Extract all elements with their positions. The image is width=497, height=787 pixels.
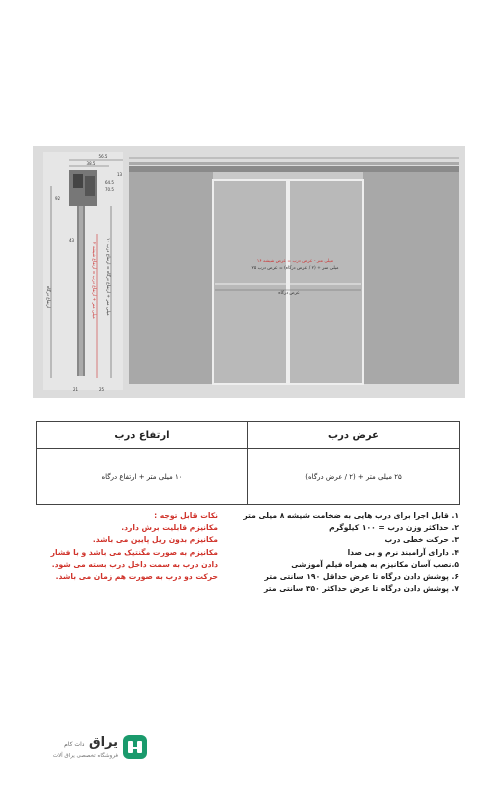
glass-edge bbox=[79, 206, 83, 376]
brand-text bbox=[38, 736, 118, 760]
features-list bbox=[219, 510, 459, 595]
vertical-label-opening-height: ارتفاع درگاه bbox=[45, 286, 50, 308]
table-header-width: عرض درب bbox=[248, 422, 459, 449]
label-door-width: ۲۵ میلی متر + (۲ / عرض درگاه) = عرض درب bbox=[251, 266, 339, 271]
brand-tagline: فروشگاه تخصصی یراق آلات bbox=[52, 753, 118, 759]
note-item: مکانیزم قابلیت برش دارد. bbox=[121, 523, 218, 533]
dim-bottom-r: 25 bbox=[99, 387, 105, 392]
note-item: حرکت دو درب به صورت هم زمان می باشد. bbox=[55, 572, 218, 582]
feature-item: ۶. پوشش دادن درگاه تا عرض حداقل ۱۹۰ سانتی متر bbox=[264, 572, 459, 582]
notes-block bbox=[38, 510, 218, 583]
dim-upper-width: 38.5 bbox=[86, 161, 96, 166]
top-rail bbox=[129, 166, 459, 172]
table-header-height: ارتفاع درب bbox=[37, 422, 247, 449]
feature-item: ۷. پوشش دادن درگاه تا عرض حداکثر ۳۵۰ سانتی متر bbox=[264, 584, 459, 594]
dim-side-w: 13 bbox=[117, 172, 123, 177]
dim-top-width: 56.5 bbox=[98, 154, 108, 159]
door-left bbox=[213, 180, 287, 384]
roller-b bbox=[85, 176, 95, 196]
technical-drawing bbox=[33, 146, 465, 398]
table-cell-height: ۱۰ میلی متر + ارتفاع درگاه bbox=[101, 472, 183, 481]
dim-left-h: 92 bbox=[55, 196, 61, 201]
feature-item: ۳. حرکت خطی درب bbox=[384, 535, 459, 545]
table-cell-width: ۲۵ میلی متر + (۲ / عرض درگاه) bbox=[305, 472, 402, 481]
note-item: مکانیزم بدون ریل پایین می باشد. bbox=[92, 535, 218, 545]
dim-height-b: 70.5 bbox=[105, 187, 114, 192]
drawing-svg bbox=[33, 146, 465, 398]
door-right bbox=[289, 180, 363, 384]
top-rail-cap bbox=[129, 162, 459, 165]
feature-item: ۴. دارای آرامبند نرم و بی صدا bbox=[347, 547, 459, 557]
feature-item: ۲. حداکثر وزن درب = ۱۰۰ کیلوگرم bbox=[329, 523, 459, 533]
feature-item: ۱. قابل اجرا برای درب هایی به ضخامت شیشه ۸ میلی متر bbox=[243, 511, 459, 520]
brand-name bbox=[38, 736, 118, 752]
vertical-label-glass-height: ۲ میلی متر + ارتفاع درب = ارتفاع شیشه bbox=[91, 242, 96, 319]
brand-logo-icon bbox=[122, 734, 148, 760]
brand-name-text: یراق bbox=[88, 735, 118, 750]
note-item: مکانیزم به صورت مگنتیک می باشد و با فشار دادن درب به سمت داخل درب بسته می شود. bbox=[50, 547, 218, 569]
notes-title: نکات قابل توجه : bbox=[154, 511, 218, 520]
dim-height-a: 64.5 bbox=[105, 180, 114, 185]
dimensions-table bbox=[36, 421, 460, 505]
feature-item: ۵.نصب آسان مکانیزم به همراه فیلم آموزشی bbox=[291, 559, 459, 569]
dim-bottom-w: 21 bbox=[73, 387, 79, 392]
roller bbox=[73, 174, 83, 188]
dim-inner-w: 43 bbox=[69, 238, 75, 243]
label-glass-width: ۱۶ میلی متر - عرض درب = عرض شیشه bbox=[256, 259, 334, 264]
vertical-label-door-height: ۱۰ میلی متر + ارتفاع درگاه = ارتفاع درب bbox=[105, 238, 110, 316]
brand-domain: دات کام bbox=[64, 741, 85, 748]
label-opening-width: عرض درگاه bbox=[278, 291, 300, 296]
